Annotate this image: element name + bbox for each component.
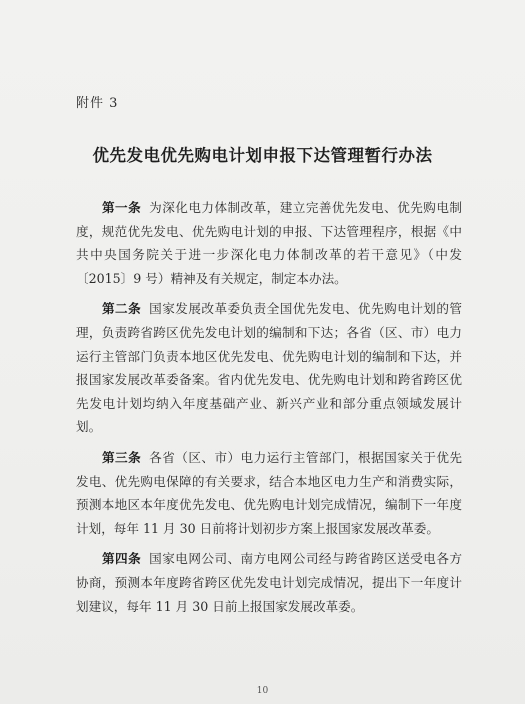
article-1 — [76, 196, 462, 290]
article-2 — [76, 297, 462, 439]
article-3-label: 第三条 — [102, 449, 142, 465]
article-2-text: 国家发展改革委负责全国优先发电、优先购电计划的管理，负责跨省跨区优先发电计划的编制和下达；各省（区、市）电力运行主管部门负责本地区优先发电、优先购电计划的编制和下达，并报国家发展改革委备案。省内优先发电、优先购电计划和跨省跨区优先发电计划均纳入年度基础产业、新兴产业和部分重点领域发展计划。 — [76, 301, 463, 435]
article-1-label: 第一条 — [102, 200, 142, 215]
article-4-text: 国家电网公司、南方电网公司经与跨省跨区送受电各方协商，预测本年度跨省跨区优先发电计划完成情况，提出下一年度计划建议，每年 11 月 30 日前上报国家发展改革委。 — [76, 551, 463, 614]
page-number: 10 — [256, 686, 269, 696]
attachment-label: 附件 3 — [76, 96, 119, 111]
article-4 — [76, 547, 462, 618]
article-1-text: 为深化电力体制改革，建立完善优先发电、优先购电制度，规范优先发电、优先购电计划的申报、下达管理程序，根据《中共中央国务院关于进一步深化电力体制改革的若干意见》（中发〔2015〕9 号）精神及有关规定，制定本办法。 — [76, 200, 463, 286]
document-body — [76, 196, 462, 625]
document-title: 优先发电优先购电计划申报下达管理暂行办法 — [92, 146, 433, 165]
article-3-text: 各省（区、市）电力运行主管部门，根据国家关于优先发电、优先购电保障的有关要求，结合本地区电力生产和消费实际，预测本地区本年度优先发电、优先购电计划完成情况，编制下一年度计划，每年 11 月 30 日前将计划初步方案上报国家发展改革委。 — [76, 449, 463, 536]
article-2-label: 第二条 — [102, 301, 142, 317]
article-3 — [76, 446, 462, 540]
article-4-label: 第四条 — [102, 551, 142, 567]
